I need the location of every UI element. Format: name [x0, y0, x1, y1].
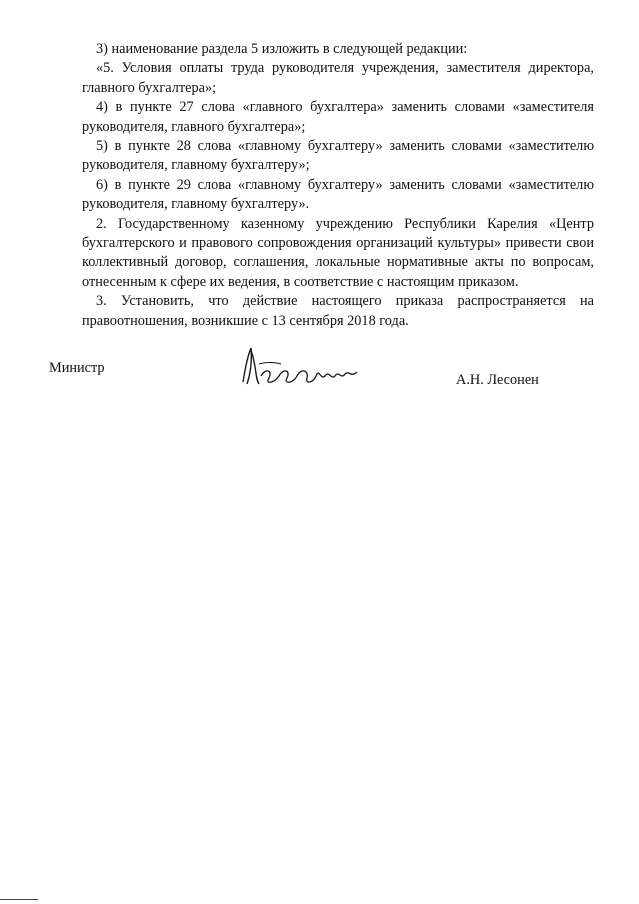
handwritten-signature [235, 340, 365, 390]
page-edge-mark [0, 899, 38, 900]
document-body [82, 40, 594, 331]
signatory-position: Министр [49, 360, 105, 376]
paragraph-item-6: 6) в пункте 29 слова «главному бухгалтеру» заменить словами «заместителю руководителя, главному бухгалтеру». [82, 176, 594, 213]
signatory-name: А.Н. Лесонен [456, 372, 539, 388]
paragraph-item-4: 4) в пункте 27 слова «главного бухгалтера» заменить словами «заместителя руководителя, главного бухгалтера»; [82, 99, 594, 135]
paragraph-item-3: 3) наименование раздела 5 изложить в следующей редакции: [96, 41, 468, 57]
paragraph-section-5-title: «5. Условия оплаты труда руководителя учреждения, заместителя директора, главного бухгалтера»; [82, 60, 594, 96]
paragraph-item-5: 5) в пункте 28 слова «главному бухгалтеру» заменить словами «заместителю руководителя, главному бухгалтеру»; [82, 138, 594, 174]
paragraph-point-3: 3. Установить, что действие настоящего приказа распространяется на правоотношения, возникшие с 13 сентября 2018 года. [82, 293, 594, 329]
paragraph-point-2: 2. Государственному казенному учреждению Республики Карелия «Центр бухгалтерского и правового сопровождения организаций культуры» привести свои коллективный договор, соглашения, локальные нормативные акты по вопросам, отнесенным к сфере их ведения, в соответствие с настоящим приказом. [82, 215, 594, 290]
